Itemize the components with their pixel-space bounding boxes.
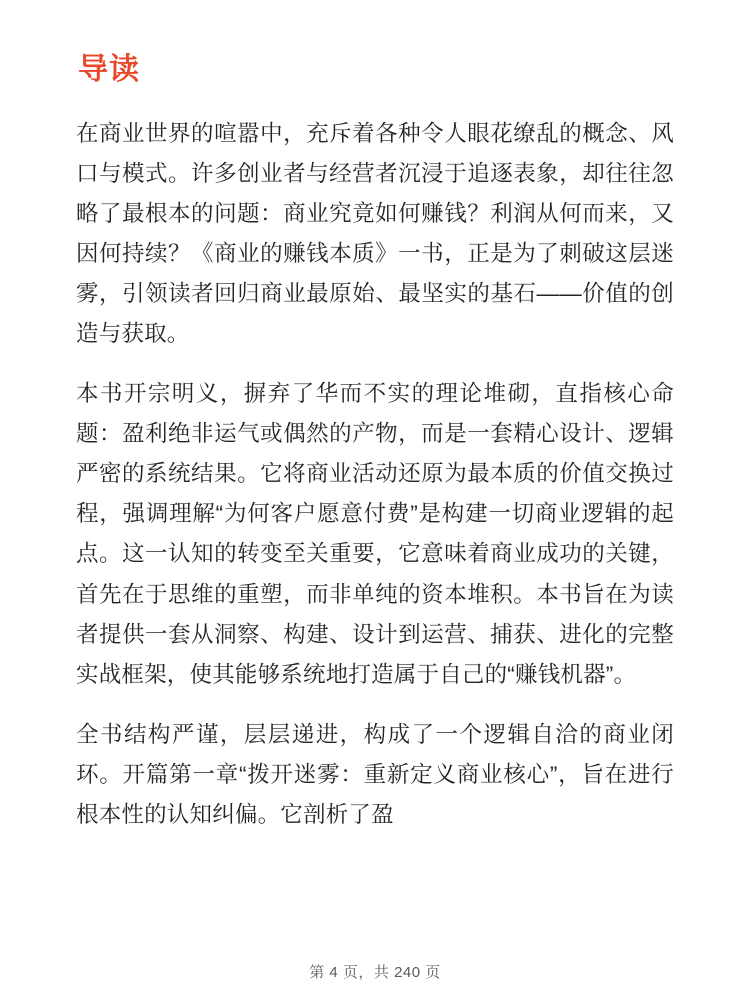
paragraph-2: 本书开宗明义，摒弃了华而不实的理论堆砌，直指核心命题：盈利绝非运气或偶然的产物，而是一套精心设计、逻辑严密的系统结果。它将商业活动还原为最本质的价值交换过程，强调理解“为何客户愿意付费”是构建一切商业逻辑的起点。这一认知的转变至关重要，它意味着商业成功的关键，首先在于思维的重塑，而非单纯的资本堆积。本书旨在为读者提供一套从洞察、构建、设计到运营、捕获、进化的完整实战框架，使其能够系统地打造属于自己的“赚钱机器”。 [76,381,674,687]
paragraph-3: 全书结构严谨，层层递进，构成了一个逻辑自洽的商业闭环。开篇第一章“拨开迷雾：重新定义商业核心”，旨在进行根本性的认知纠偏。它剖析了盈 [76,721,674,827]
page-title: 导读 [78,53,140,86]
paragraph-1: 在商业世界的喧嚣中，充斥着各种令人眼花缭乱的概念、风口与模式。许多创业者与经营者沉浸于追逐表象，却往往忽略了最根本的问题：商业究竟如何赚钱？利润从何而来，又因何持续？《商业的赚钱本质》一书，正是为了刺破这层迷雾，引领读者回归商业最原始、最坚实的基石——价值的创造与获取。 [76,121,674,347]
page-footer: 第 4 页，共 240 页 [309,964,441,981]
